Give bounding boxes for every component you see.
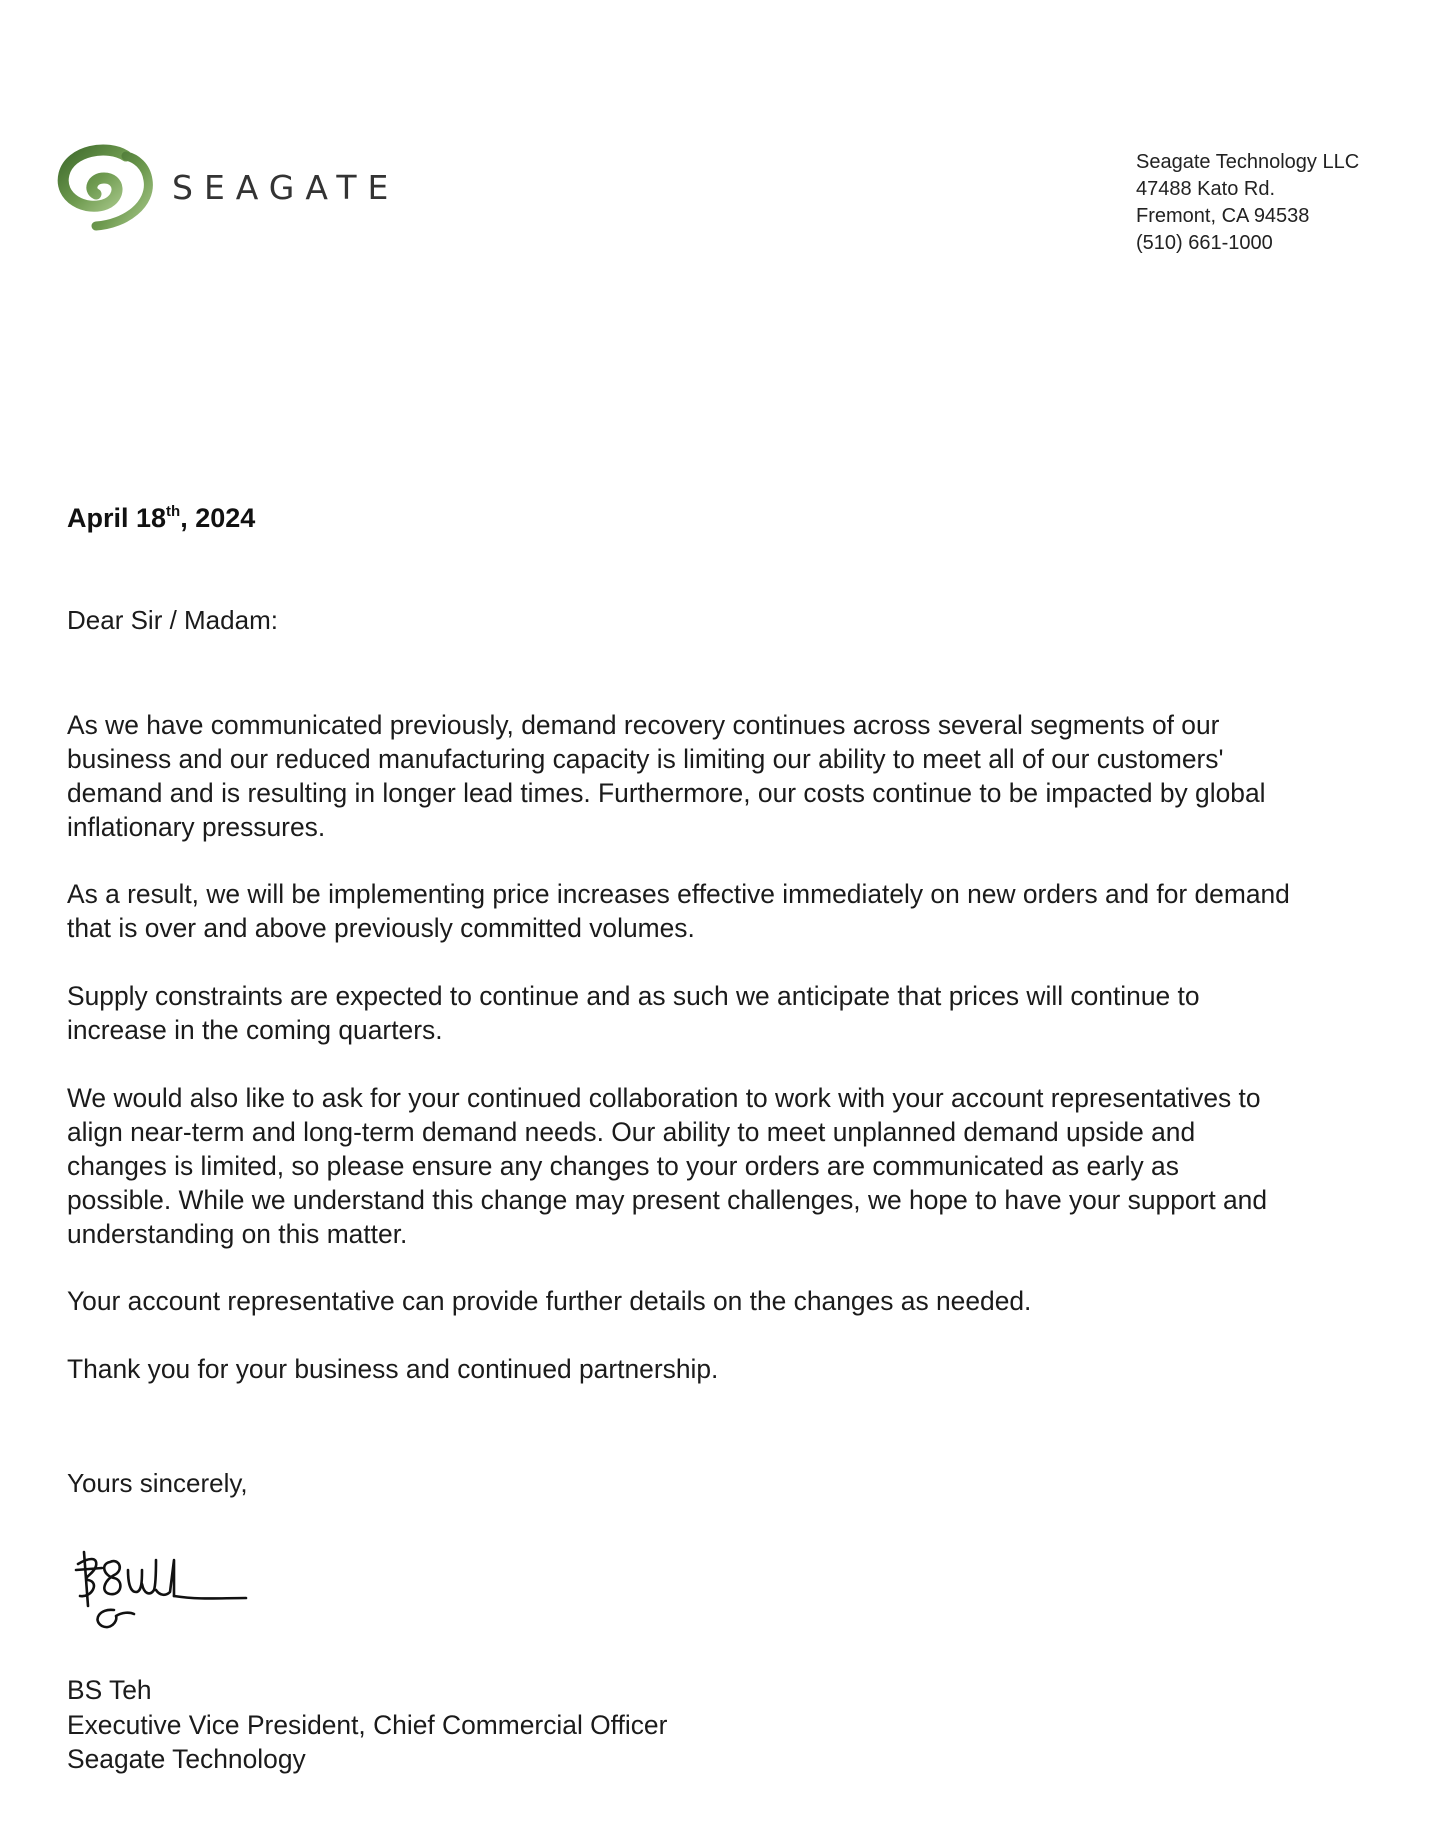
- date-month-day: April 18: [67, 503, 167, 533]
- paragraph-1: [67, 708, 1437, 844]
- date-suffix: th: [166, 503, 181, 520]
- paragraph-line: increase in the coming quarters.: [67, 1015, 443, 1045]
- address-line: Fremont, CA 94538: [1136, 205, 1310, 227]
- paragraph-line: that is over and above previously committed volumes.: [67, 913, 695, 943]
- closing: Yours sincerely,: [67, 1468, 248, 1498]
- paragraph-line: As a result, we will be implementing price increases effective immediately on new orders and for demand: [67, 879, 1290, 909]
- address-line: 47488 Kato Rd.: [1136, 178, 1275, 200]
- paragraph-4: [67, 1081, 1437, 1251]
- signature-block: [67, 1673, 667, 1777]
- address-line: Seagate Technology LLC: [1136, 151, 1360, 173]
- address-line: (510) 661-1000: [1136, 232, 1273, 254]
- paragraph-line: Thank you for your business and continued partnership.: [67, 1354, 719, 1384]
- date-year: , 2024: [180, 503, 256, 533]
- paragraph-line: align near-term and long-term demand needs. Our ability to meet unplanned demand upside and: [67, 1117, 1196, 1147]
- paragraph-3: [67, 979, 1437, 1047]
- paragraph-line: understanding on this matter.: [67, 1219, 408, 1249]
- seagate-swirl-icon: [56, 142, 156, 232]
- paragraph-line: demand and is resulting in longer lead times. Furthermore, our costs continue to be impacted by global: [67, 778, 1266, 808]
- company-address: [1136, 149, 1359, 257]
- letter-date: [67, 503, 255, 534]
- paragraph-line: Your account representative can provide further details on the changes as needed.: [67, 1286, 1032, 1316]
- paragraph-line: changes is limited, so please ensure any changes to your orders are communicated as early as: [67, 1151, 1179, 1181]
- paragraph-line: We would also like to ask for your continued collaboration to work with your account representatives to: [67, 1083, 1261, 1113]
- signatory-company: Seagate Technology: [67, 1744, 306, 1774]
- paragraph-6: [67, 1352, 1437, 1386]
- seagate-logo: [56, 142, 399, 232]
- paragraph-line: As we have communicated previously, demand recovery continues across several segments of our: [67, 710, 1220, 740]
- handwritten-signature: [70, 1540, 260, 1640]
- paragraph-2: [67, 877, 1437, 945]
- logo-wordmark: SEAGATE: [172, 167, 400, 207]
- paragraph-line: Supply constraints are expected to continue and as such we anticipate that prices will continue to: [67, 981, 1200, 1011]
- paragraph-5: [67, 1284, 1437, 1318]
- paragraph-line: inflationary pressures.: [67, 812, 326, 842]
- paragraph-line: business and our reduced manufacturing capacity is limiting our ability to meet all of our customers': [67, 744, 1224, 774]
- signatory-name: BS Teh: [67, 1675, 152, 1705]
- paragraph-line: possible. While we understand this change may present challenges, we hope to have your support and: [67, 1185, 1268, 1215]
- signatory-title: Executive Vice President, Chief Commercial Officer: [67, 1709, 668, 1740]
- salutation: Dear Sir / Madam:: [67, 605, 278, 635]
